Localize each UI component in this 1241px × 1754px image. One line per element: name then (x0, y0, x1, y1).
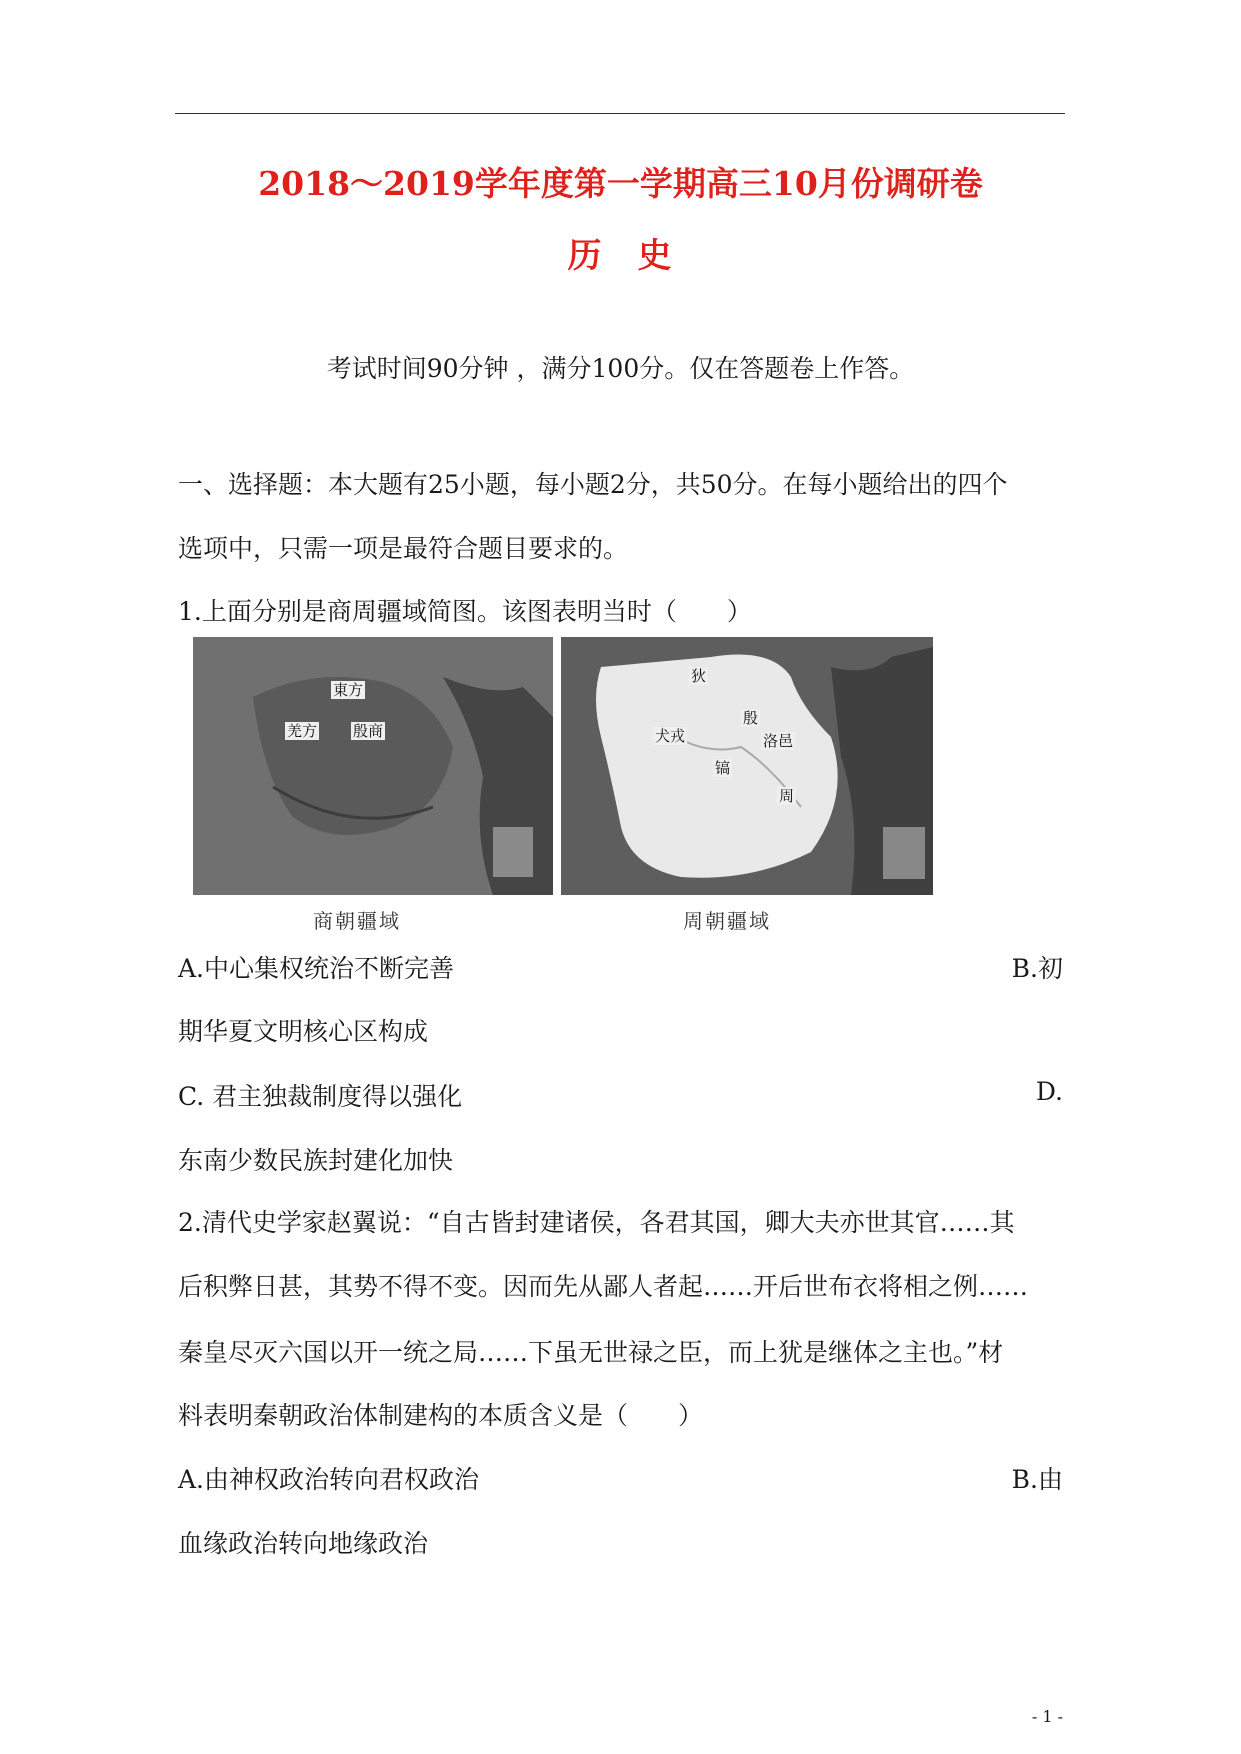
map-label-luoyi: 洛邑 (763, 732, 794, 750)
shang-map-graphic (193, 637, 553, 895)
q2-line-1: 2.清代史学家赵翼说：“自古皆封建诸侯，各君其国，卿大夫亦世其官……其 (178, 1208, 1015, 1237)
header-rule (175, 113, 1065, 114)
map-label-qiangfang: 羌方 (287, 722, 318, 740)
q1-option-d-tail: 东南少数民族封建化加快 (178, 1146, 454, 1175)
q1-option-d-head: D. (1035, 1077, 1063, 1106)
map-label-zhou: 周 (779, 787, 795, 805)
section-intro-line-1: 一、选择题：本大题有25小题，每小题2分，共50分。在每小题给出的四个 (178, 470, 1008, 499)
exam-title: 2018～2019学年度第一学期高三10月份调研卷 (258, 164, 983, 203)
q2-option-b-tail: 血缘政治转向地缘政治 (178, 1529, 429, 1558)
shang-map-caption: 商朝疆域 (313, 909, 401, 933)
map-label-yin: 殷 (743, 709, 759, 727)
q1-maps (193, 637, 933, 933)
q1-option-b-tail: 期华夏文明核心区构成 (178, 1017, 429, 1046)
map-label-quanrong: 犬戎 (655, 727, 686, 745)
q1-stem: 1.上面分别是商周疆域简图。该图表明当时（ ） (178, 597, 752, 626)
page-number: - 1 - (1031, 1707, 1063, 1726)
q2-line-4: 料表明秦朝政治体制建构的本质含义是（ ） (178, 1401, 704, 1430)
exam-info: 考试时间90分钟 ，满分100分。仅在答题卷上作答。 (326, 354, 915, 383)
subject-title (0, 228, 1241, 277)
q1-option-c: C. 君主独裁制度得以强化 (178, 1082, 463, 1111)
zhou-map-graphic (561, 637, 933, 895)
subject-char-1: 历 (567, 236, 604, 276)
zhou-map-caption: 周朝疆域 (683, 909, 771, 933)
zhou-map-image (561, 637, 933, 895)
map-label-hao: 镐 (715, 759, 731, 777)
map-label-dongfang: 東方 (333, 681, 364, 699)
section-intro-line-2: 选项中，只需一项是最符合题目要求的。 (178, 534, 629, 563)
q1-option-a: A.中心集权统治不断完善 (178, 954, 455, 983)
q2-line-2: 后积弊日甚，其势不得不变。因而先从鄙人者起……开后世布衣将相之例…… (178, 1272, 1029, 1301)
q2-line-3: 秦皇尽灭六国以开一统之局……下虽无世禄之臣，而上犹是继体之主也。”材 (178, 1338, 1004, 1367)
subject-char-2: 史 (637, 236, 674, 276)
q2-option-a: A.由神权政治转向君权政治 (178, 1465, 480, 1494)
q1-option-b-head: B.初 (1011, 954, 1063, 983)
q2-option-b-head: B.由 (1011, 1465, 1063, 1494)
shang-map-image (193, 637, 553, 895)
map-label-di: 狄 (691, 667, 707, 685)
map-label-yinshang: 殷商 (353, 722, 384, 740)
